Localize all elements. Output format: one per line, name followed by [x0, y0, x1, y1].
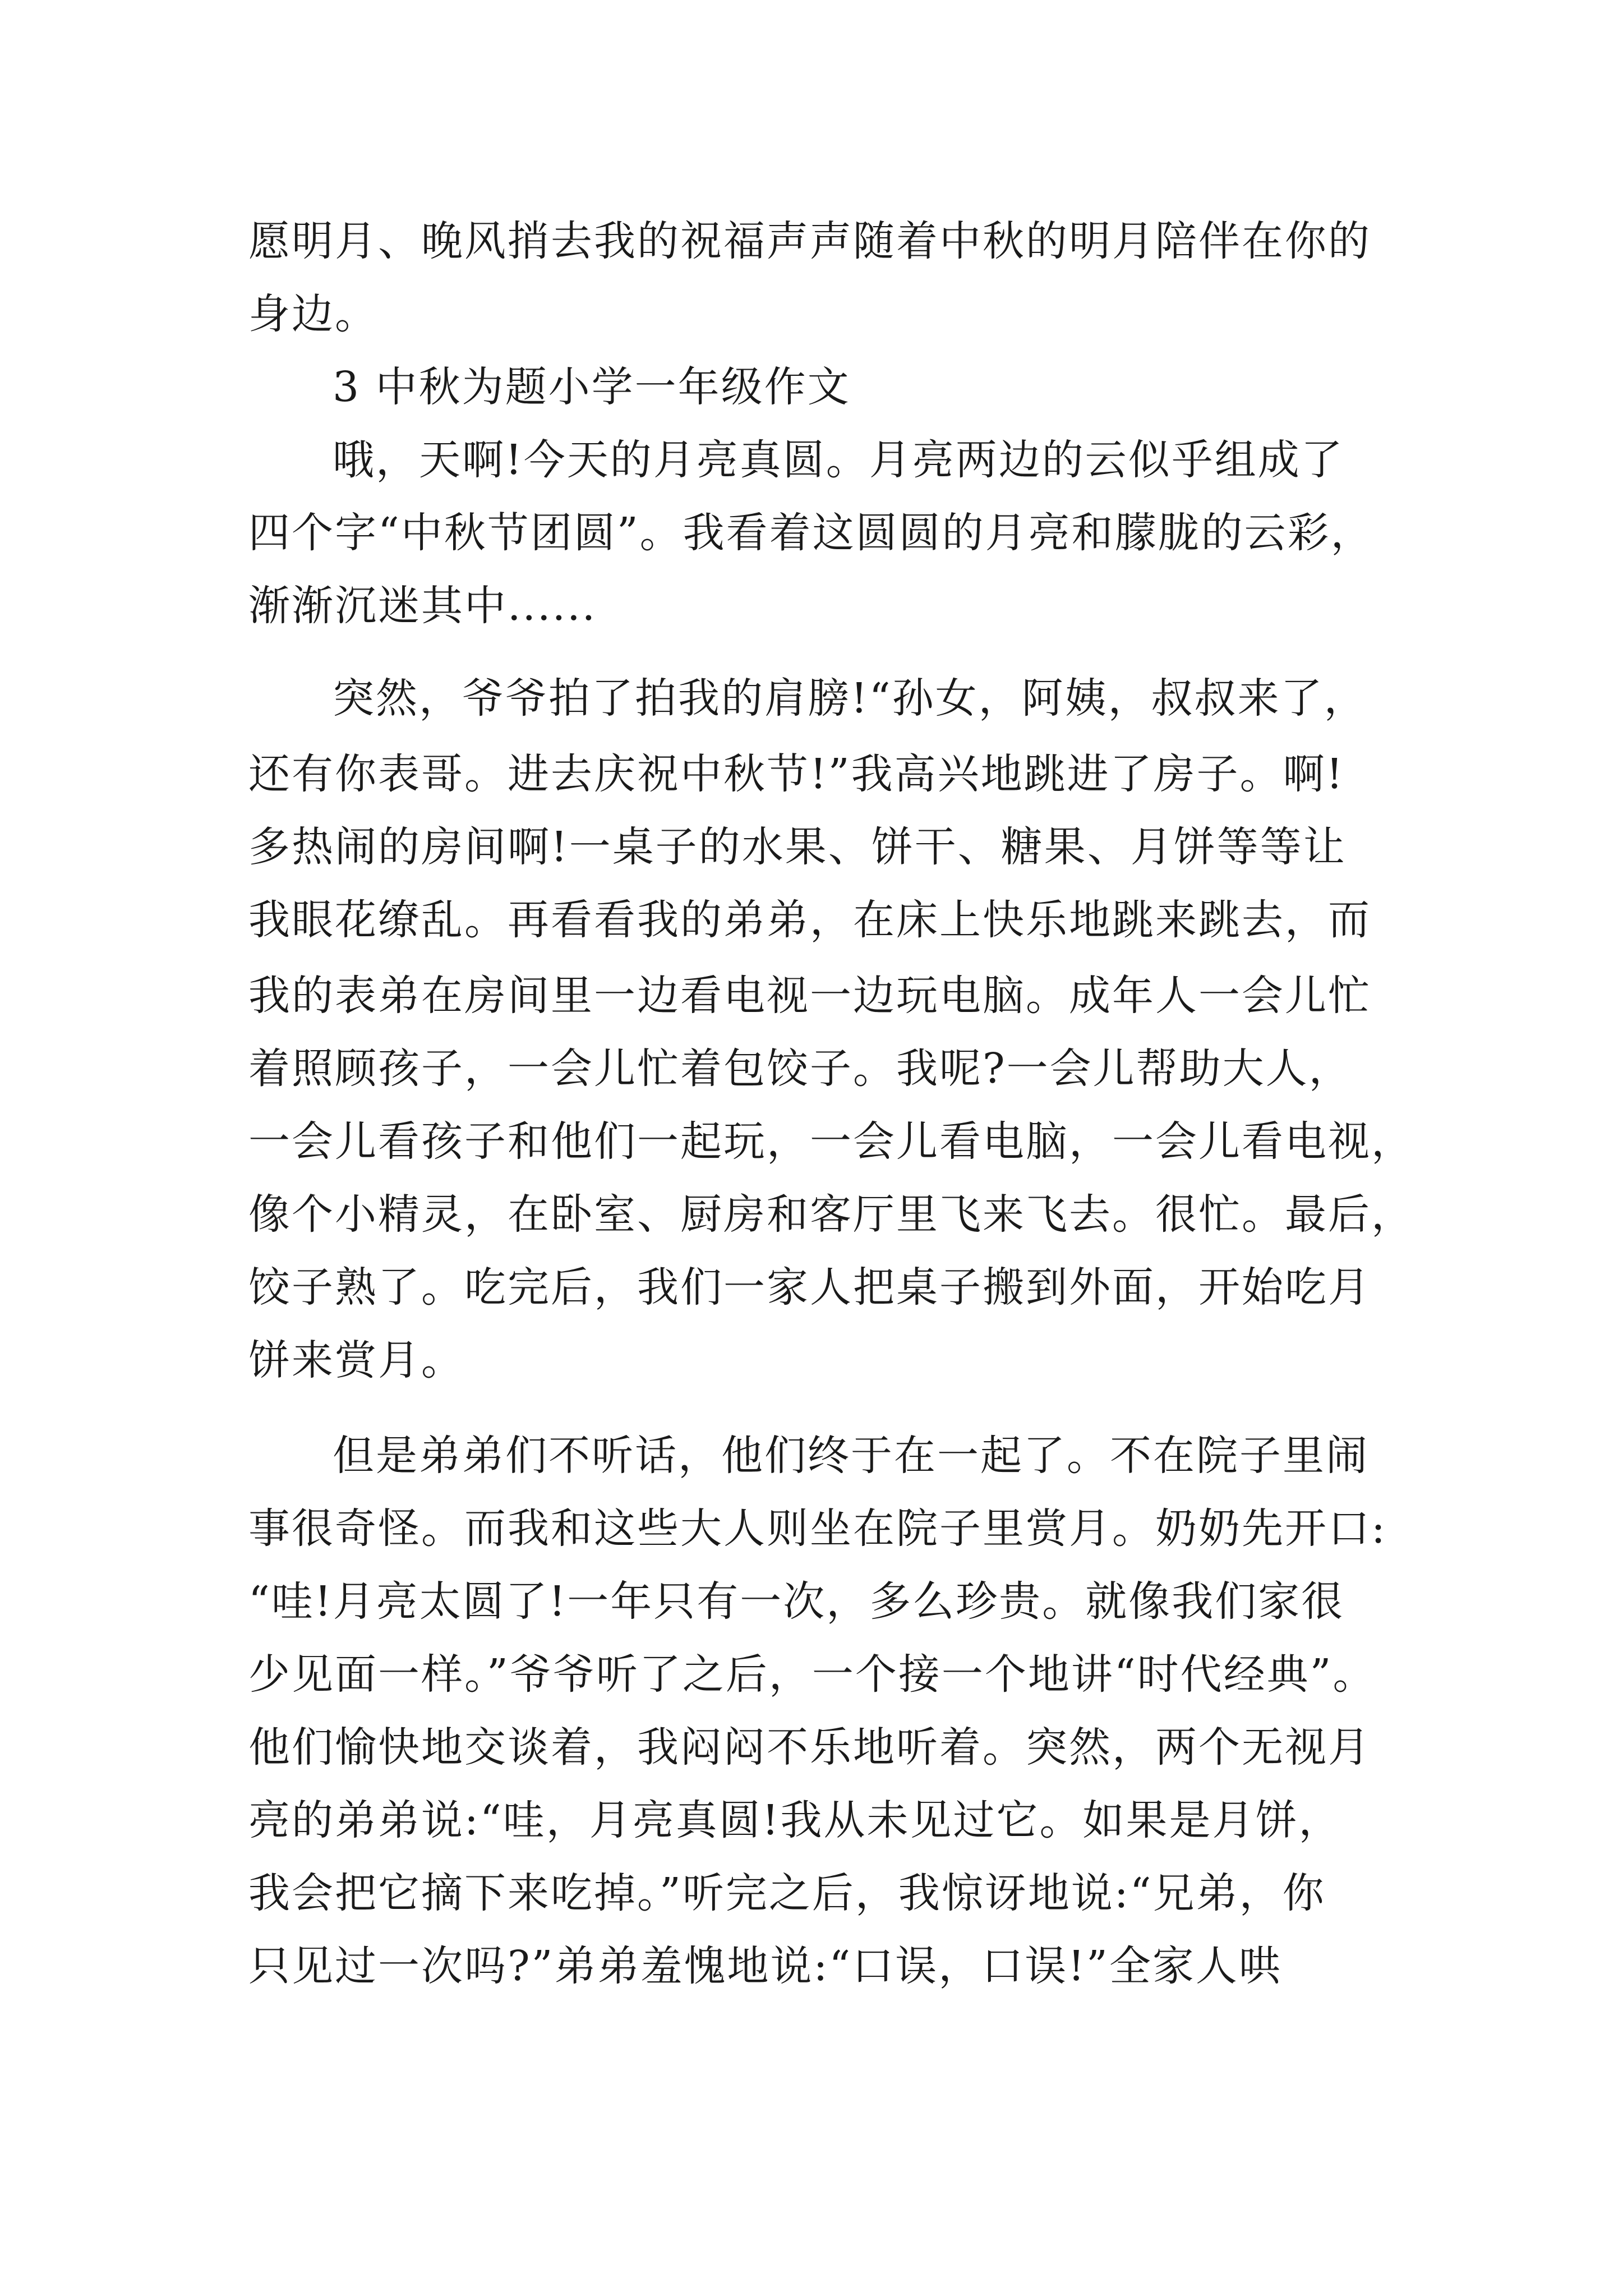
text-line-17: 但是弟弟们不听话，他们终于在一起了。不在院子里闹	[333, 1432, 1369, 1480]
text-line-21: 他们愉快地交谈着，我闷闷不乐地听着。突然，两个无视月	[248, 1723, 1371, 1772]
text-line-11: 我的表弟在房间里一边看电视一边玩电脑。成年人一会儿忙	[248, 972, 1371, 1020]
text-line-9: 多热闹的房间啊!一桌子的水果、饼干、糖果、月饼等等让	[248, 823, 1347, 871]
text-line-14: 像个小精灵，在卧室、厨房和客厅里飞来飞去。很忙。最后，	[248, 1190, 1414, 1239]
text-line-12: 着照顾孩子，一会儿忙着包饺子。我呢?一会儿帮助大人，	[248, 1045, 1352, 1093]
text-line-1: 愿明月、晚风捎去我的祝福声声随着中秋的明月陪伴在你的	[248, 217, 1371, 265]
text-line-22: 亮的弟弟说:“哇，月亮真圆!我从未见过它。如果是月饼，	[248, 1796, 1342, 1844]
section-heading: 3 中秋为题小学一年级作文	[333, 363, 851, 411]
text-line-15: 饺子熟了。吃完后，我们一家人把桌子搬到外面，开始吃月	[248, 1263, 1371, 1312]
text-line-2: 身边。	[248, 290, 378, 338]
text-line-20: 少见面一样。”爷爷听了之后，一个接一个地讲“时代经典”。	[248, 1650, 1376, 1699]
text-line-24: 只见过一次吗?”弟弟羞愧地说:“口误，口误!”全家人哄	[248, 1942, 1282, 1990]
text-line-19: “哇!月亮太圆了!一年只有一次，多么珍贵。就像我们家很	[248, 1577, 1345, 1626]
text-line-5: 四个字“中秋节团圆”。我看着这圆圆的月亮和朦胧的云彩，	[248, 509, 1374, 557]
text-line-6: 渐渐沉迷其中......	[248, 582, 597, 630]
text-line-10: 我眼花缭乱。再看看我的弟弟，在床上快乐地跳来跳去，而	[248, 896, 1371, 944]
text-line-16: 饼来赏月。	[248, 1336, 464, 1384]
text-line-4: 哦，天啊!今天的月亮真圆。月亮两边的云似乎组成了	[333, 436, 1344, 484]
text-line-7: 突然，爷爷拍了拍我的肩膀!“孙女，阿姨，叔叔来了，	[333, 674, 1367, 723]
text-line-23: 我会把它摘下来吃掉。”听完之后，我惊讶地说:“兄弟，你	[248, 1869, 1326, 1917]
text-line-18: 事很奇怪。而我和这些大人则坐在院子里赏月。奶奶先开口:	[248, 1504, 1387, 1553]
text-line-8: 还有你表哥。进去庆祝中秋节!”我高兴地跳进了房子。啊!	[248, 750, 1345, 798]
text-line-13: 一会儿看孩子和他们一起玩，一会儿看电脑，一会儿看电视，	[248, 1117, 1414, 1166]
